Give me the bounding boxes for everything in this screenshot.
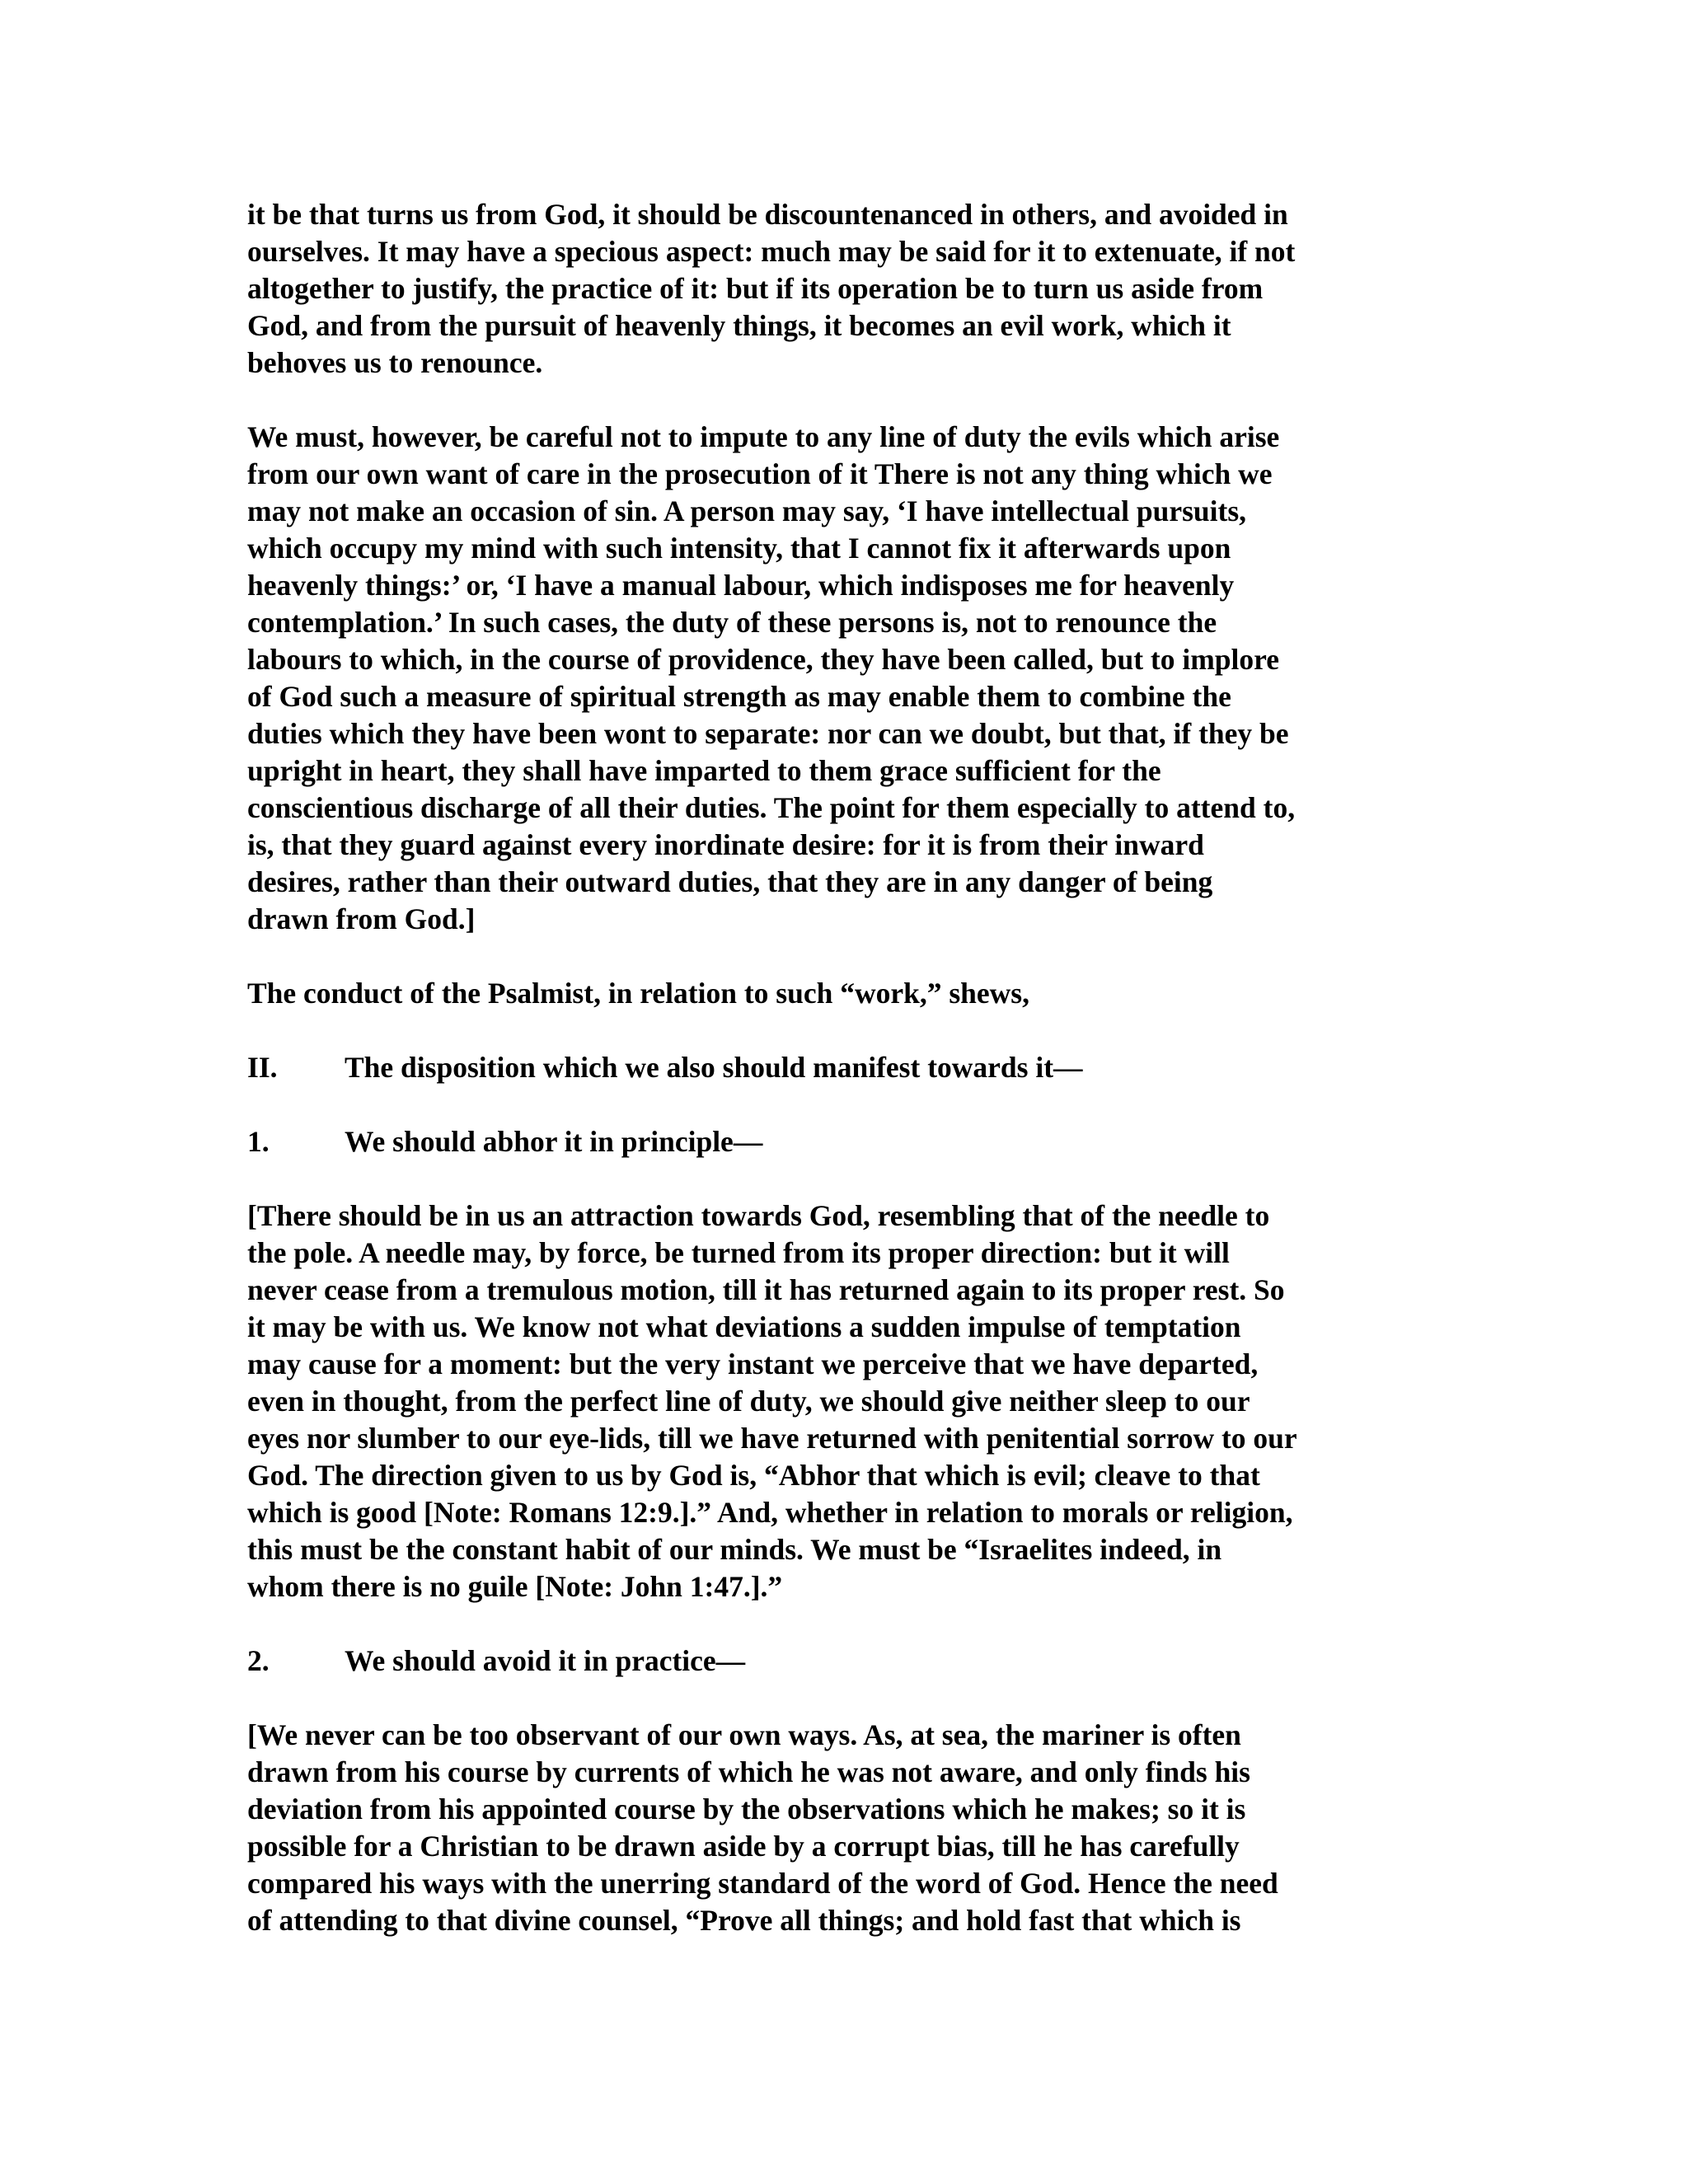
text-line: this must be the constant habit of our minds. We must be “Israelites indeed, in [247, 1533, 1222, 1566]
paragraph-gap [247, 1012, 1442, 1049]
subsection-heading-1 [247, 1123, 1442, 1160]
subsection-title: We should abhor it in principle— [345, 1125, 763, 1158]
text-line: may cause for a moment: but the very instant we perceive that we have departed, [247, 1347, 1259, 1380]
paragraph-gap [247, 938, 1442, 975]
text-line: behoves us to renounce. [247, 346, 543, 379]
text-line: labours to which, in the course of providence, they have been called, but to implore [247, 643, 1280, 676]
text-line: [There should be in us an attraction towards God, resembling that of the needle to [247, 1199, 1270, 1232]
text-line: is, that they guard against every inordinate desire: for it is from their inward [247, 828, 1204, 861]
paragraph-gap [247, 1680, 1442, 1717]
text-line: drawn from his course by currents of which he was not aware, and only finds his [247, 1755, 1250, 1788]
paragraph-attraction-towards-god [247, 1197, 1442, 1605]
paragraph-gap [247, 1160, 1442, 1197]
text-line: ourselves. It may have a specious aspect: much may be said for it to extenuate, if not [247, 235, 1296, 268]
paragraph-gap [247, 1605, 1442, 1643]
paragraph-psalmist-conduct [247, 975, 1442, 1012]
text-line: God, and from the pursuit of heavenly things, it becomes an evil work, which it [247, 309, 1231, 342]
paragraph-gap [247, 1086, 1442, 1123]
section-title: The disposition which we also should manifest towards it— [345, 1051, 1083, 1084]
subsection-title: We should avoid it in practice— [345, 1644, 746, 1677]
subsection-number: 1. [247, 1125, 270, 1158]
section-number: II. [247, 1051, 278, 1084]
text-line: [We never can be too observant of our own ways. As, at sea, the mariner is often [247, 1718, 1241, 1751]
text-line: altogether to justify, the practice of it: but if its operation be to turn us aside from [247, 272, 1264, 305]
text-line: may not make an occasion of sin. A person may say, ‘I have intellectual pursuits, [247, 494, 1247, 527]
text-line: from our own want of care in the prosecution of it There is not any thing which we [247, 457, 1273, 490]
text-line: possible for a Christian to be drawn aside by a corrupt bias, till he has carefully [247, 1830, 1240, 1863]
text-line: compared his ways with the unerring standard of the word of God. Hence the need [247, 1867, 1278, 1900]
text-line: of God such a measure of spiritual strength as may enable them to combine the [247, 680, 1231, 713]
text-line: God. The direction given to us by God is, “Abhor that which is evil; cleave to that [247, 1459, 1260, 1492]
paragraph-observant-of-ways [247, 1717, 1442, 1939]
text-line: even in thought, from the perfect line of duty, we should give neither sleep to our [247, 1385, 1250, 1418]
document-page [247, 196, 1442, 1939]
text-line: The conduct of the Psalmist, in relation to such “work,” shews, [247, 977, 1030, 1010]
paragraph-gap [247, 382, 1442, 419]
text-line: which occupy my mind with such intensity, that I cannot fix it afterwards upon [247, 532, 1231, 565]
text-line: contemplation.’ In such cases, the duty of these persons is, not to renounce the [247, 606, 1217, 639]
text-line: of attending to that divine counsel, “Prove all things; and hold fast that which is [247, 1904, 1241, 1937]
paragraph-line-of-duty [247, 419, 1442, 938]
text-line: We must, however, be careful not to impute to any line of duty the evils which arise [247, 420, 1280, 453]
text-line: duties which they have been wont to separate: nor can we doubt, but that, if they be [247, 717, 1289, 750]
text-line: deviation from his appointed course by the observations which he makes; so it is [247, 1793, 1246, 1825]
text-line: never cease from a tremulous motion, till it has returned again to its proper rest. So [247, 1273, 1285, 1306]
text-line: eyes nor slumber to our eye-lids, till we have returned with penitential sorrow to our [247, 1422, 1297, 1455]
text-line: conscientious discharge of all their duties. The point for them especially to attend to, [247, 791, 1296, 824]
text-line: whom there is no guile [Note: John 1:47.].” [247, 1570, 783, 1603]
text-line: the pole. A needle may, by force, be turned from its proper direction: but it will [247, 1236, 1230, 1269]
subsection-number: 2. [247, 1644, 270, 1677]
text-line: it be that turns us from God, it should be discountenanced in others, and avoided in [247, 198, 1288, 231]
paragraph-turns-us-from-god [247, 196, 1442, 382]
text-line: heavenly things:’ or, ‘I have a manual labour, which indisposes me for heavenly [247, 569, 1235, 602]
text-line: upright in heart, they shall have imparted to them grace sufficient for the [247, 754, 1161, 787]
text-line: desires, rather than their outward duties, that they are in any danger of being [247, 865, 1213, 898]
section-heading-ii [247, 1049, 1442, 1086]
text-line: which is good [Note: Romans 12:9.].” And, whether in relation to morals or religion, [247, 1496, 1293, 1529]
subsection-heading-2 [247, 1643, 1442, 1680]
text-line: it may be with us. We know not what deviations a sudden impulse of temptation [247, 1310, 1241, 1343]
text-line: drawn from God.] [247, 902, 476, 935]
